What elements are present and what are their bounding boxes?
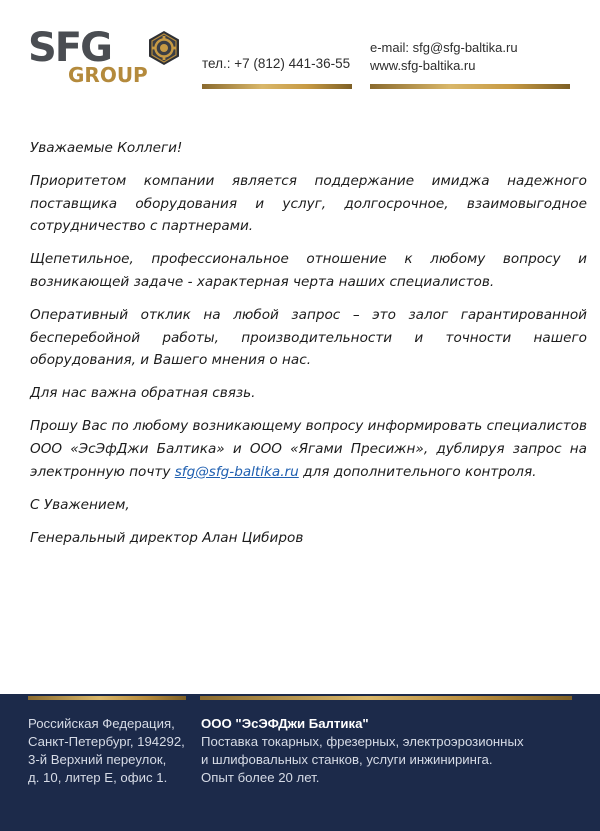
sfg-group-logo — [28, 25, 188, 92]
paragraph — [30, 415, 587, 483]
paragraph: Для нас важна обратная связь. — [30, 385, 256, 402]
letter-body — [30, 137, 587, 560]
address-line: 3-й Верхний переулок, — [28, 752, 167, 767]
paragraph: Оперативный отклик на любой запрос – это залог гарантированной бесперебойной работы, производительности и точности нашего оборудования, и Вашего мнения о нас. — [30, 307, 587, 369]
email-link[interactable]: sfg@sfg-baltika.ru — [174, 463, 299, 480]
gold-divider — [370, 84, 570, 89]
paragraph: Приоритетом компании является поддержание имиджа надежного поставщика оборудования и услуг, долгосрочное, взаимовыгодное сотрудничество с партнерами. — [30, 173, 587, 235]
logo-sfg-text: SFG — [28, 25, 111, 71]
salutation: Уважаемые Коллеги! — [30, 140, 183, 156]
company-name: ООО "ЭсЭФДжи Балтика" — [201, 716, 369, 731]
address-line: Санкт-Петербург, 194292, — [28, 734, 185, 749]
gold-divider — [202, 84, 352, 89]
company-desc-line: Поставка токарных, фрезерных, электроэрозионных — [201, 734, 524, 749]
contacts-block — [370, 39, 518, 75]
company-desc-line: и шлифовальных станков, услуги инжиниринга. — [201, 752, 493, 767]
paragraph: Щепетильное, профессиональное отношение к любому вопросу и возникающей задаче - характерная черта наших специалистов. — [30, 251, 587, 290]
gear-emblem-icon — [146, 30, 182, 66]
paragraph-text: Прошу Вас по любому возникающему вопросу информировать специалистов ООО «ЭсЭфДжи Балтика» и ООО «Ягами Пресижн», дублируя запрос на электронную почту — [30, 418, 587, 480]
company-desc-line: Опыт более 20 лет. — [201, 770, 320, 785]
paragraph-text: для дополнительного контроля. — [298, 463, 537, 480]
office-address — [28, 715, 198, 787]
address-line: д. 10, литер Е, офис 1. — [28, 770, 168, 785]
gold-divider — [28, 696, 186, 700]
email-address: e-mail: sfg@sfg-baltika.ru — [370, 40, 518, 55]
letterhead — [0, 0, 600, 110]
logo-group-text: GROUP — [68, 63, 148, 87]
signature: Генеральный директор Алан Цибиров — [30, 529, 304, 546]
address-line: Российская Федерация, — [28, 716, 175, 731]
gold-divider — [200, 696, 572, 700]
footer — [0, 694, 600, 831]
closing: С Уважением, — [30, 496, 130, 513]
company-info — [201, 715, 581, 787]
phone-number: тел.: +7 (812) 441-36-55 — [202, 56, 351, 71]
website-link[interactable]: www.sfg-baltika.ru — [370, 58, 476, 73]
